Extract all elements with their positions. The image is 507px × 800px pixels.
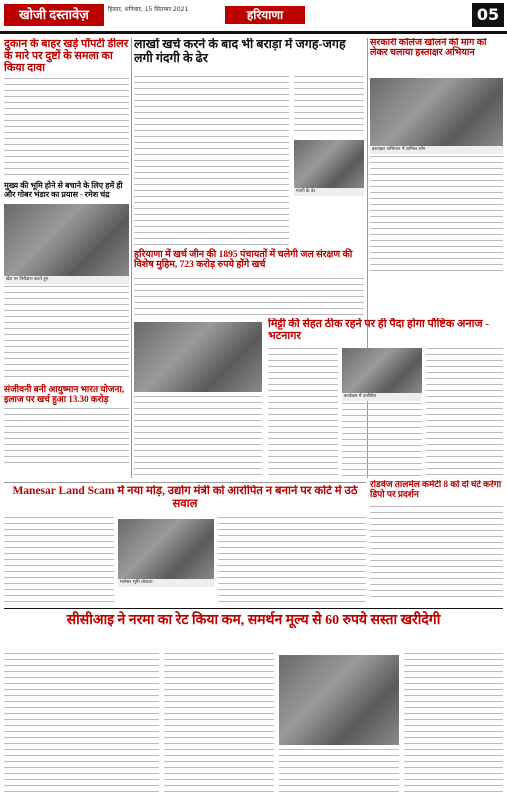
section-title: हरियाणा [225, 6, 305, 24]
section-manesar [4, 485, 366, 607]
headline-water-conservation: हरियाणा में खर्च जीन की 1895 पंचायतों में चलेगी जल संरक्षण की विशेष मुहिम, 723 करोड़ रुपये होंगे खर्च [134, 250, 353, 271]
article-text-barada-3 [134, 190, 289, 245]
photo-manesar [118, 519, 214, 579]
photo-signature-campaign [370, 78, 503, 148]
article-text-cci [4, 653, 159, 797]
article-text-cci-3 [279, 749, 399, 797]
article-text-barada [134, 76, 289, 186]
article-text-dealer [4, 78, 129, 178]
dateline: हिसार, शनिवार, 15 सितम्बर 2021 [108, 6, 189, 13]
headline-barada: लाखों खर्च करने के बाद भी बराड़ा में जगह-जगह लगी गंदगी के ढेर [134, 38, 346, 65]
masthead [0, 0, 507, 34]
headline-dealer: दुकान के बाहर खड़े पॉपटी डीलर के मारे पर दुष्टों के समला का किया दावा [4, 38, 129, 75]
photo-caption-soil: कार्यक्रम में उपस्थित [342, 393, 422, 401]
headline-organic-farming: मुख्य की भूमि होने से बचाने के लिए हमें ही और गोबर भंडार का प्रयास - रमेश चंद्र [4, 181, 123, 200]
photo-caption: खेत पर निरीक्षण करते हुए [4, 276, 129, 284]
column-divider [131, 38, 132, 478]
photo-caption-college: हस्ताक्षर अभियान में शामिल लोग [370, 146, 503, 154]
headline-cci: सीसीआइ ने नरमा का रेट किया कम, समर्थन मूल्य से 60 रुपये सस्ता खरीदेगी [66, 613, 441, 628]
photo-soil-event [342, 348, 422, 393]
column-left [4, 38, 129, 478]
page-number: 05 [472, 3, 504, 27]
section-roadways [370, 480, 503, 600]
article-text-soil-3 [342, 403, 422, 478]
headline-college: सरकारी कॉलेज खोलने की मांग को लेकर चलाया हस्ताक्षर अभियान [370, 38, 487, 59]
article-text-water [134, 278, 364, 318]
photo-caption-manesar: मानेसर भूमि घोटाला [118, 579, 214, 587]
section-divider [4, 608, 503, 609]
photo-cotton [279, 655, 399, 745]
article-text-farming [4, 286, 129, 381]
headline-manesar: Manesar Land Scam में नया मोड़, उद्योग मंत्री को आरोपित न बनाने पर कोर्ट में उठे सवाल [12, 485, 358, 510]
photo-caption-garbage: गंदगी के ढेर [294, 188, 364, 196]
section-divider [4, 482, 366, 483]
section-cci [4, 611, 503, 797]
headline-ayushman: संजीवनी बनी आयुष्मान भारत योजना, इलाज पर खर्च हुआ 13.30 करोड़ [4, 383, 125, 404]
article-text-cci-2 [164, 653, 274, 797]
article-text-soil [268, 348, 338, 478]
article-text-soil-2 [426, 348, 503, 478]
headline-roadways: रोडवेज तालमेल कमेटी 8 को दो घंटे करेगा डिपो पर प्रदर्शन [370, 480, 502, 499]
photo-farming [4, 204, 129, 284]
article-text-manesar [4, 517, 114, 607]
column-center [134, 38, 364, 318]
article-text-roadways [370, 506, 503, 600]
masthead-rule [0, 31, 507, 34]
section-soil-health [268, 318, 503, 478]
headline-soil-health: मिट्टी की सेहत ठीक रहने पर ही पैदा होगा पौष्टिक अनाज - भटनागर [268, 318, 489, 343]
article-text-college [370, 156, 503, 271]
article-text-cci-4 [404, 653, 503, 797]
photo-garbage [294, 140, 364, 188]
article-text-manesar-2 [218, 517, 366, 607]
article-text-barada-2 [294, 76, 364, 136]
newspaper-name: खोजी दस्तावेज़ [4, 4, 104, 26]
article-text-center-lower [134, 396, 262, 476]
article-text-ayushman [4, 408, 129, 468]
photo-water-body [134, 322, 262, 392]
